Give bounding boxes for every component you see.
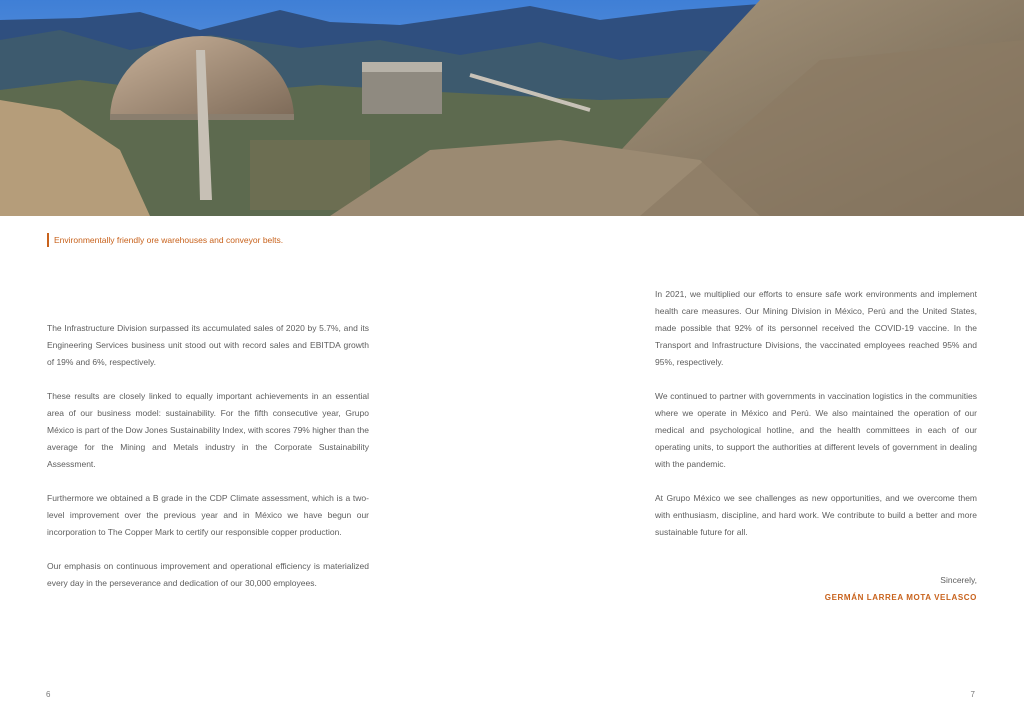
page-number-left: 6: [46, 690, 51, 699]
right-column-text: [655, 286, 977, 558]
paragraph: In 2021, we multiplied our efforts to ensure safe work environments and implement health care measures. Our Mining Division in México, Perú and the United States, made possible that 92% of its personnel received the COVID-19 vaccine. In the Transport and Infrastructure Divisions, the vaccinated employees reached 95% and 95%, respectively.: [655, 289, 977, 367]
paragraph: We continued to partner with governments in vaccination logistics in the communities where we operate in México and Perú. We also maintained the operation of our medical and psychological hotline, and the health committees in each of our operating units, to support the authorities at different levels of government in dealing with the pandemic.: [655, 391, 977, 469]
letter-closing: [825, 572, 977, 606]
paragraph: Our emphasis on continuous improvement and operational efficiency is materialized every day in the perseverance and dedication of our 30,000 employees.: [47, 561, 369, 588]
paragraph: These results are closely linked to equally important achievements in an essential area of our business model: sustainability. For the fifth consecutive year, Grupo México is part of the Dow Jones Sustainability Index, with scores 79% higher than the average for the Mining and Metals industry in the Corporate Sustainability Assessment.: [47, 391, 369, 469]
mine-photo: [0, 0, 1024, 216]
signer-name: GERMÁN LARREA MOTA VELASCO: [824, 593, 977, 602]
left-column-text: [47, 320, 369, 609]
paragraph: The Infrastructure Division surpassed its accumulated sales of 2020 by 5.7%, and its Engineering Services business unit stood out with record sales and EBITDA growth of 19% and 6%, respectively.: [47, 323, 369, 367]
page-number-right: 7: [970, 690, 975, 699]
photo-caption: Environmentally friendly ore warehouses and conveyor belts.: [47, 233, 283, 247]
salutation: Sincerely,: [940, 575, 977, 585]
paragraph: Furthermore we obtained a B grade in the CDP Climate assessment, which is a two-level improvement over the previous year and in México we have begun our incorporation to The Copper Mark to certify our responsible copper production.: [47, 493, 369, 537]
paragraph: At Grupo México we see challenges as new opportunities, and we overcome them with enthusiasm, discipline, and hard work. We contribute to build a better and more sustainable future for all.: [655, 493, 977, 537]
